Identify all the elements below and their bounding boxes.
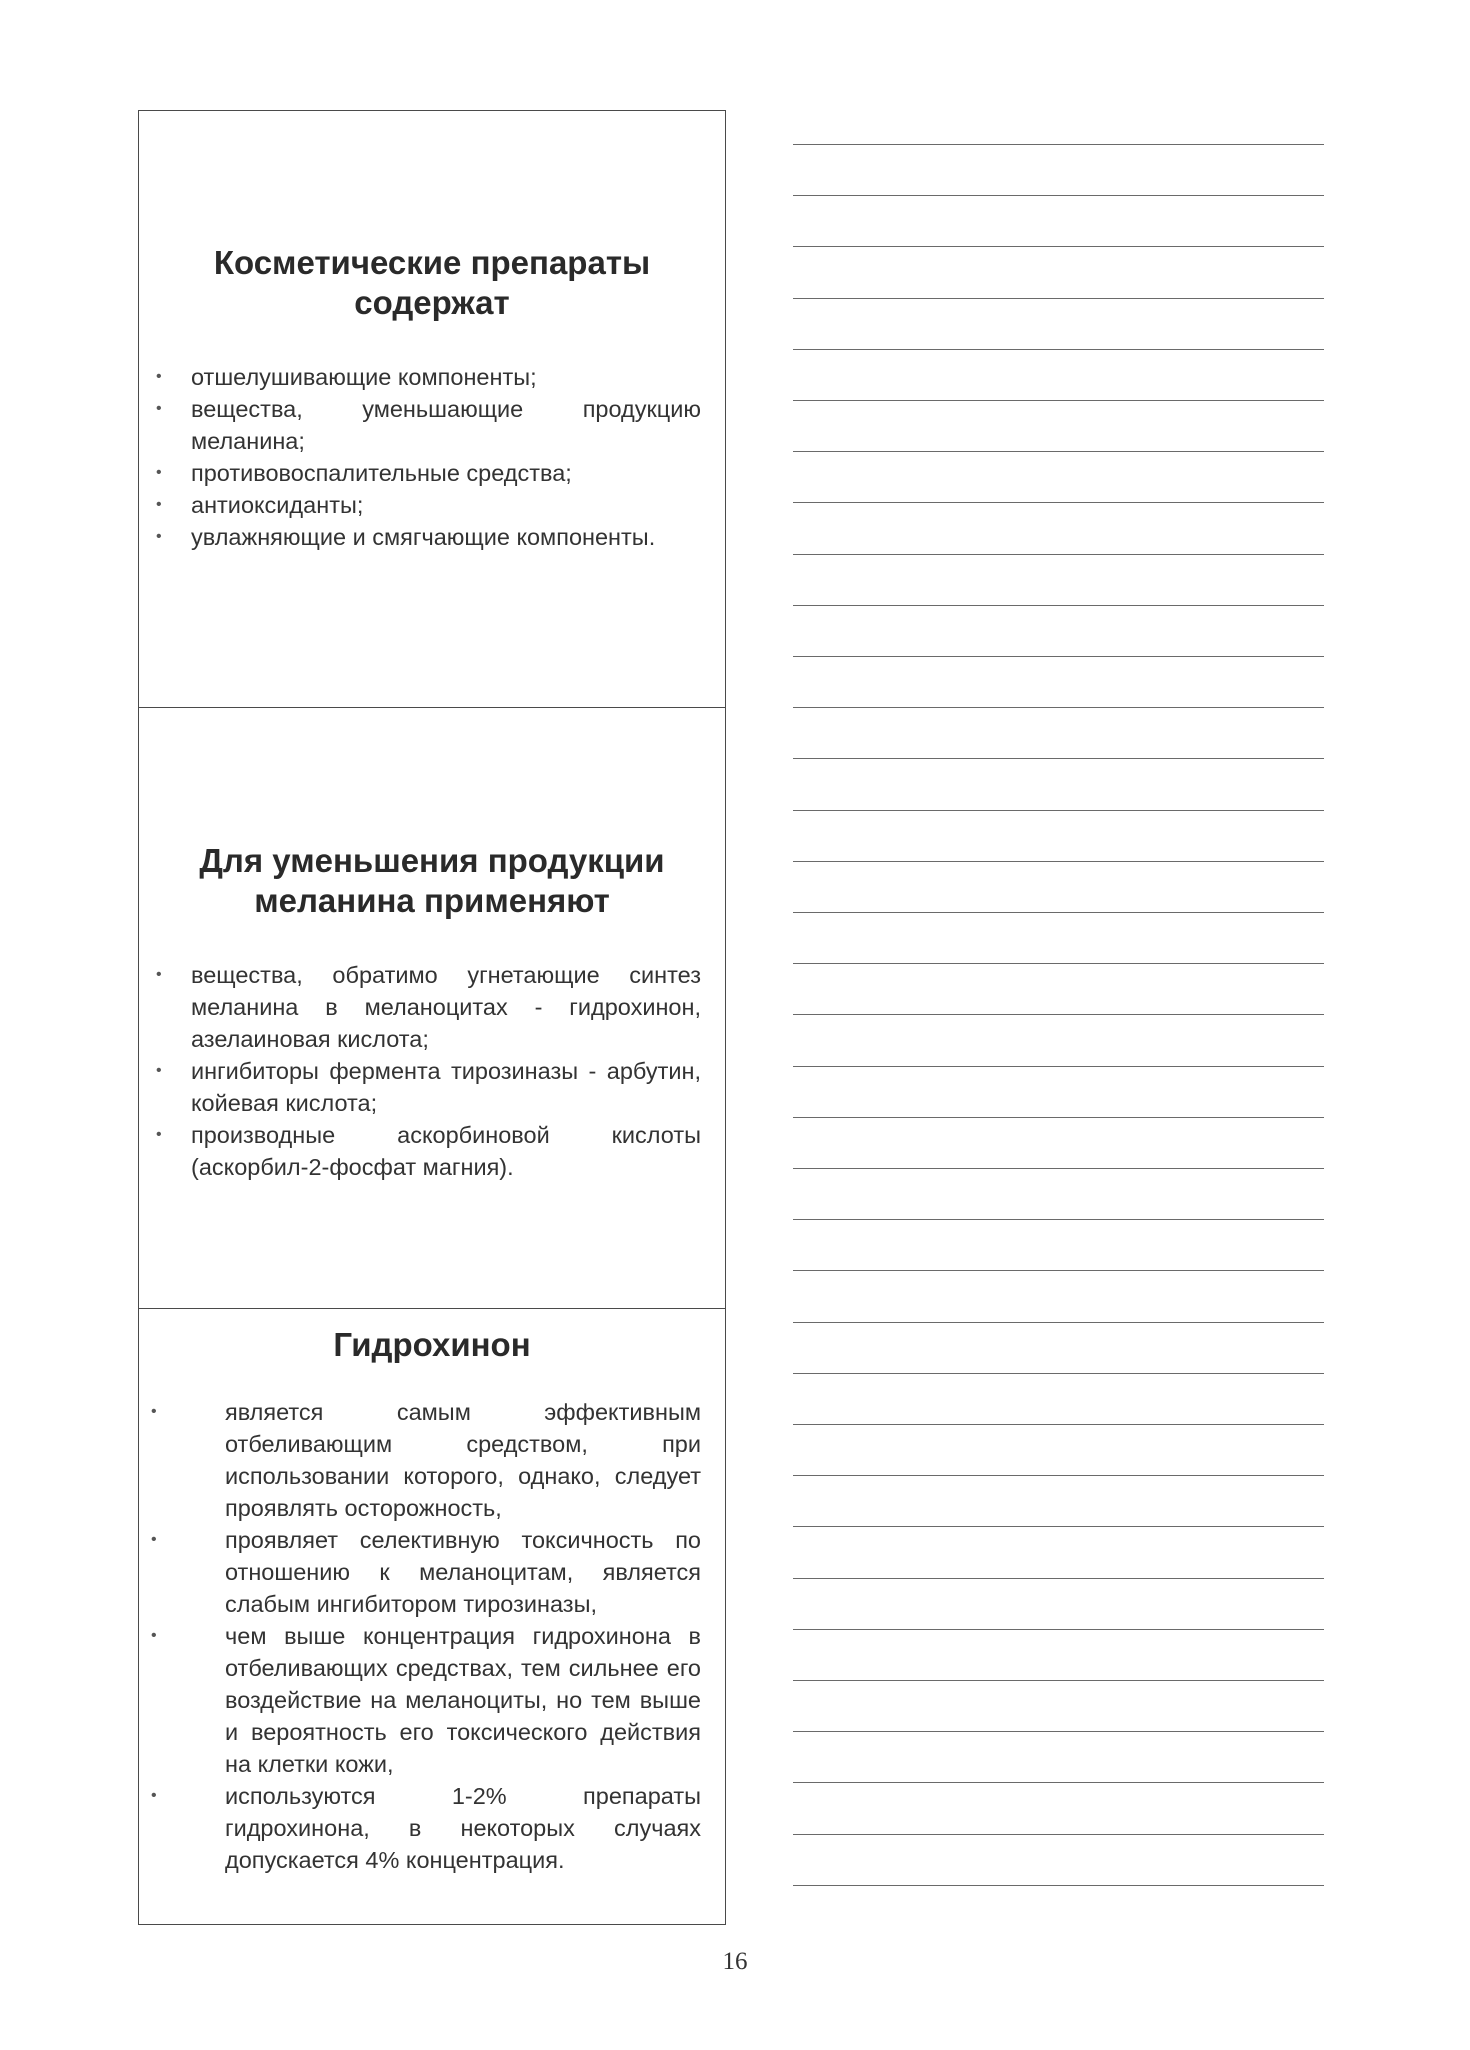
bullet-icon: • [151,1627,157,1644]
note-line [793,195,1324,196]
note-line [793,400,1324,401]
note-line [793,1424,1324,1425]
bullet-icon: • [151,1403,157,1420]
list-item-text: производные аскорбиновой кислоты (аскорбил-2-фосфат магния). [191,1122,701,1180]
bullet-icon: • [151,1787,157,1804]
list-item [156,521,701,553]
note-line [793,1526,1324,1527]
bullet-icon: • [156,966,162,983]
note-line [793,963,1324,964]
list-item-text: вещества, уменьшающие продукцию меланина; [191,396,701,454]
note-line [793,1066,1324,1067]
notes-ruled-area [793,0,1324,2050]
note-line [793,1014,1324,1015]
note-line [793,810,1324,811]
section-3-title [139,1325,725,1365]
section-2-list [156,959,701,1183]
note-line [793,1373,1324,1374]
list-item [156,393,701,457]
note-line [793,1680,1324,1681]
note-line [793,1270,1324,1271]
note-line [793,554,1324,555]
list-item-text: является самым эффективным отбеливающим средством, при использовании которого, однако, следует проявлять осторожность, [225,1399,701,1521]
list-item [156,457,701,489]
list-item-text: антиоксиданты; [191,492,364,518]
section-2-title-line-1: Для уменьшения продукции [199,842,665,879]
section-3-title-line-1: Гидрохинон [333,1326,531,1363]
bullet-icon: • [156,528,162,545]
section-1-title-line-1: Косметические препараты [213,244,651,281]
list-item [156,1055,701,1119]
note-line [793,1578,1324,1579]
bullet-icon: • [156,1062,162,1079]
note-line [793,758,1324,759]
page-number: 16 [722,1948,748,1975]
section-2-title-line-2: меланина применяют [254,882,610,919]
note-line [793,144,1324,145]
list-item-text: чем выше концентрация гидрохинона в отбеливающих средствах, тем сильнее его воздействие на меланоциты, но тем выше и вероятность его токсического действия на клетки кожи, [225,1623,701,1777]
note-line [793,656,1324,657]
note-line [793,298,1324,299]
note-line [793,349,1324,350]
note-line [793,605,1324,606]
note-line [793,1168,1324,1169]
section-1-title-line-2: содержат [354,284,510,321]
section-3-list [151,1396,701,1876]
list-item [156,959,701,1055]
bullet-icon: • [151,1531,157,1548]
note-line [793,1322,1324,1323]
note-line [793,246,1324,247]
list-item [156,361,701,393]
section-1-list [156,361,701,553]
list-item [151,1620,701,1780]
note-line [793,1885,1324,1886]
note-line [793,1731,1324,1732]
bullet-icon: • [156,368,162,385]
section-2-title [139,841,725,921]
bullet-icon: • [156,464,162,481]
list-item-text: ингибиторы фермента тирозиназы - арбутин, койевая кислота; [191,1058,701,1116]
bullet-icon: • [156,400,162,417]
list-item [151,1396,701,1524]
slides-panel [138,110,726,1925]
bullet-icon: • [156,496,162,513]
list-item [156,489,701,521]
note-line [793,1219,1324,1220]
list-item [156,1119,701,1183]
note-line [793,1629,1324,1630]
note-line [793,1782,1324,1783]
note-line [793,502,1324,503]
list-item-text: используются 1-2% препараты гидрохинона, в некоторых случаях допускается 4% концентрация. [225,1783,701,1873]
note-line [793,1117,1324,1118]
note-line [793,451,1324,452]
list-item [151,1524,701,1620]
list-item-text: противовоспалительные средства; [191,460,572,486]
section-1-title [139,243,725,323]
list-item [151,1780,701,1876]
note-line [793,707,1324,708]
note-line [793,1475,1324,1476]
bullet-icon: • [156,1126,162,1143]
list-item-text: отшелушивающие компоненты; [191,364,537,390]
note-line [793,1834,1324,1835]
section-divider [139,707,725,708]
note-line [793,912,1324,913]
note-line [793,861,1324,862]
section-divider [139,1308,725,1309]
list-item-text: вещества, обратимо угнетающие синтез меланина в меланоцитах - гидрохинон, азелаиновая кислота; [191,962,701,1052]
list-item-text: увлажняющие и смягчающие компоненты. [191,524,656,550]
list-item-text: проявляет селективную токсичность по отношению к меланоцитам, является слабым ингибитором тирозиназы, [225,1527,701,1617]
